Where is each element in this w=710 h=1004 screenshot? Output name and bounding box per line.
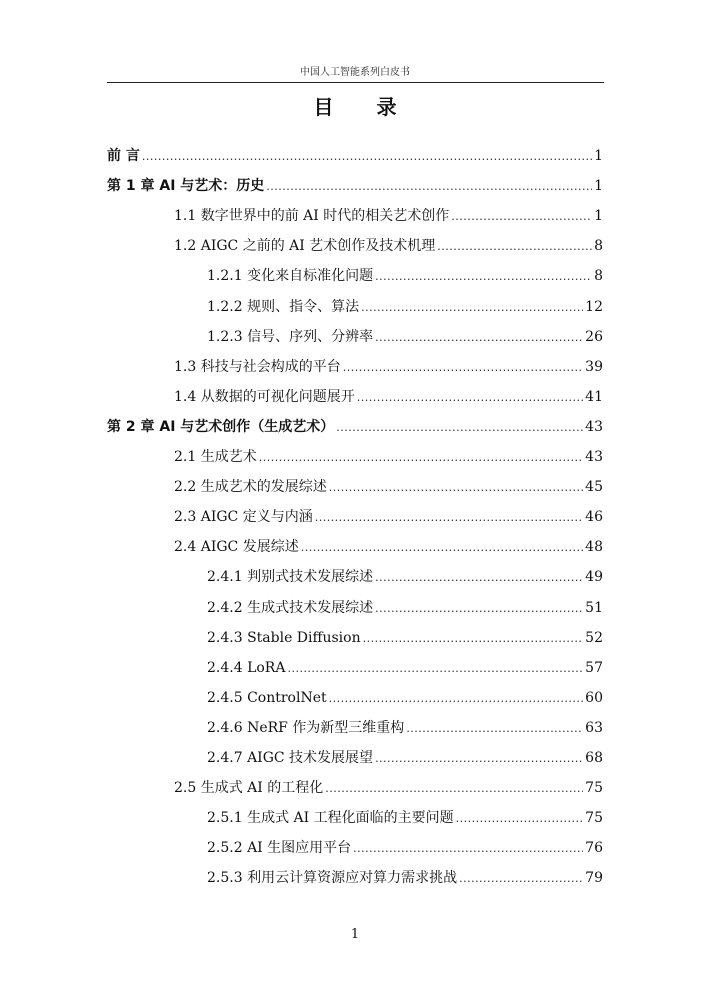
toc-entry-page: 39 xyxy=(585,358,603,375)
toc-entry-title: 2.2 生成艺术的发展综述 xyxy=(174,479,327,496)
toc-entry-title: 第 2 章 AI 与艺术创作（生成艺术） xyxy=(107,418,335,435)
toc-entry-title: 2.1 生成艺术 xyxy=(174,449,257,465)
dot-leader xyxy=(437,236,592,258)
toc-entry-title: 第 1 章 AI 与艺术：历史 xyxy=(107,178,265,195)
dot-leader xyxy=(315,507,583,529)
dot-leader xyxy=(336,417,583,439)
toc-entry-page: 8 xyxy=(594,238,603,255)
dot-leader xyxy=(375,567,583,589)
toc-entry[interactable] xyxy=(207,687,603,709)
toc-entry[interactable] xyxy=(207,717,603,739)
toc-entry-title: 2.4.6 NeRF 作为新型三维重构 xyxy=(207,719,405,736)
running-header: 中国人工智能系列白皮书 xyxy=(300,67,410,78)
toc-entry-page: 48 xyxy=(585,539,603,556)
toc-entry-page: 63 xyxy=(585,719,603,736)
toc-entry[interactable] xyxy=(107,416,603,438)
toc-entry-page: 79 xyxy=(585,870,603,887)
toc-entry-title: 1.2.2 规则、指令、算法 xyxy=(207,298,360,315)
dot-leader xyxy=(375,327,583,349)
toc-entry-page: 1 xyxy=(594,178,603,195)
toc-entry-title: 2.4.4 LoRA xyxy=(207,659,286,676)
toc-entry-page: 76 xyxy=(585,840,603,857)
toc-entry-page: 68 xyxy=(585,750,603,766)
dot-leader xyxy=(329,688,584,710)
toc-entry-page: 1 xyxy=(594,208,603,225)
toc-entry-title: 2.3 AIGC 定义与内涵 xyxy=(174,509,313,526)
toc-entry-title: 2.5.2 AI 生图应用平台 xyxy=(207,840,352,857)
toc-entry[interactable] xyxy=(207,657,603,679)
toc-entry[interactable] xyxy=(207,326,603,348)
dot-leader xyxy=(375,748,583,770)
dot-leader xyxy=(406,718,583,740)
toc-entry-title: 2.5.1 生成式 AI 工程化面临的主要问题 xyxy=(207,810,454,827)
toc-entry[interactable] xyxy=(207,837,603,859)
dot-leader xyxy=(142,146,592,168)
toc-entry[interactable] xyxy=(107,145,603,167)
toc-entry[interactable] xyxy=(207,296,603,318)
toc-entry-page: 41 xyxy=(585,388,603,405)
toc-entry-page: 43 xyxy=(585,418,603,435)
toc-entry[interactable] xyxy=(207,566,603,588)
toc-entry[interactable] xyxy=(174,506,603,528)
toc-entry-title: 2.4.2 生成式技术发展综述 xyxy=(207,599,374,616)
toc-entry[interactable] xyxy=(107,175,603,197)
toc-entry-title: 2.4.3 Stable Diffusion xyxy=(207,629,361,646)
dot-leader xyxy=(259,447,583,469)
toc-entry-page: 45 xyxy=(585,479,603,496)
toc-entry-page: 52 xyxy=(585,629,603,646)
toc-entry[interactable] xyxy=(174,446,603,468)
page-title: 目 录 xyxy=(313,95,415,119)
dot-leader xyxy=(343,357,583,379)
page-number: 1 xyxy=(350,927,360,942)
toc-entry-page: 75 xyxy=(585,810,603,827)
toc-entry[interactable] xyxy=(207,807,603,829)
toc-entry[interactable] xyxy=(174,356,603,378)
toc-entry[interactable] xyxy=(174,386,603,408)
toc-entry-title: 2.4.5 ControlNet xyxy=(207,689,327,706)
toc-entry[interactable] xyxy=(207,627,603,649)
toc-entry[interactable] xyxy=(174,205,603,227)
toc-entry-title: 1.2 AIGC 之前的 AI 艺术创作及技术机理 xyxy=(174,238,436,255)
toc-entry[interactable] xyxy=(207,597,603,619)
dot-leader xyxy=(451,206,592,228)
dot-leader xyxy=(287,658,583,680)
dot-leader xyxy=(353,838,583,860)
dot-leader xyxy=(459,868,583,890)
dot-leader xyxy=(301,537,583,559)
toc-entry[interactable] xyxy=(207,867,603,889)
toc-entry-page: 8 xyxy=(594,268,603,285)
toc-entry-title: 前 言 xyxy=(107,148,140,164)
toc-entry-title: 2.4 AIGC 发展综述 xyxy=(174,539,299,556)
toc-entry-page: 12 xyxy=(585,298,603,315)
dot-leader xyxy=(266,176,592,198)
toc-entry-page: 60 xyxy=(585,689,603,706)
toc-entry[interactable] xyxy=(174,777,603,799)
toc-entry-page: 26 xyxy=(585,328,603,345)
toc-entry[interactable] xyxy=(174,235,603,257)
toc-entry-title: 1.2.1 变化来自标准化问题 xyxy=(207,268,374,285)
toc-entry-page: 49 xyxy=(585,569,603,586)
dot-leader xyxy=(361,297,583,319)
header-rule xyxy=(107,82,604,83)
toc-entry-title: 1.1 数字世界中的前 AI 时代的相关艺术创作 xyxy=(174,208,450,225)
toc-entry-title: 1.4 从数据的可视化问题展开 xyxy=(174,388,355,405)
dot-leader xyxy=(325,778,583,800)
dot-leader xyxy=(363,628,584,650)
toc-entry-page: 43 xyxy=(585,449,603,465)
toc-entry-page: 51 xyxy=(585,599,603,616)
toc-entry-title: 1.3 科技与社会构成的平台 xyxy=(174,358,341,375)
toc-entry-page: 75 xyxy=(585,780,603,797)
dot-leader xyxy=(329,477,583,499)
toc-entry[interactable] xyxy=(174,536,603,558)
toc-entry-page: 57 xyxy=(585,659,603,676)
toc-entry-title: 2.5.3 利用云计算资源应对算力需求挑战 xyxy=(207,870,458,887)
dot-leader xyxy=(375,266,592,288)
toc-entry-title: 2.5 生成式 AI 的工程化 xyxy=(174,780,324,797)
toc-entry-page: 46 xyxy=(585,509,603,526)
toc-entry-title: 1.2.3 信号、序列、分辨率 xyxy=(207,328,374,345)
toc-entry[interactable] xyxy=(174,476,603,498)
dot-leader xyxy=(456,808,584,830)
toc-entry-title: 2.4.7 AIGC 技术发展展望 xyxy=(207,750,374,766)
toc-entry-page: 1 xyxy=(594,148,603,164)
dot-leader xyxy=(357,387,583,409)
toc-entry[interactable] xyxy=(207,747,603,769)
toc-entry-title: 2.4.1 判别式技术发展综述 xyxy=(207,569,374,586)
toc-entry[interactable] xyxy=(207,265,603,287)
dot-leader xyxy=(375,598,583,620)
